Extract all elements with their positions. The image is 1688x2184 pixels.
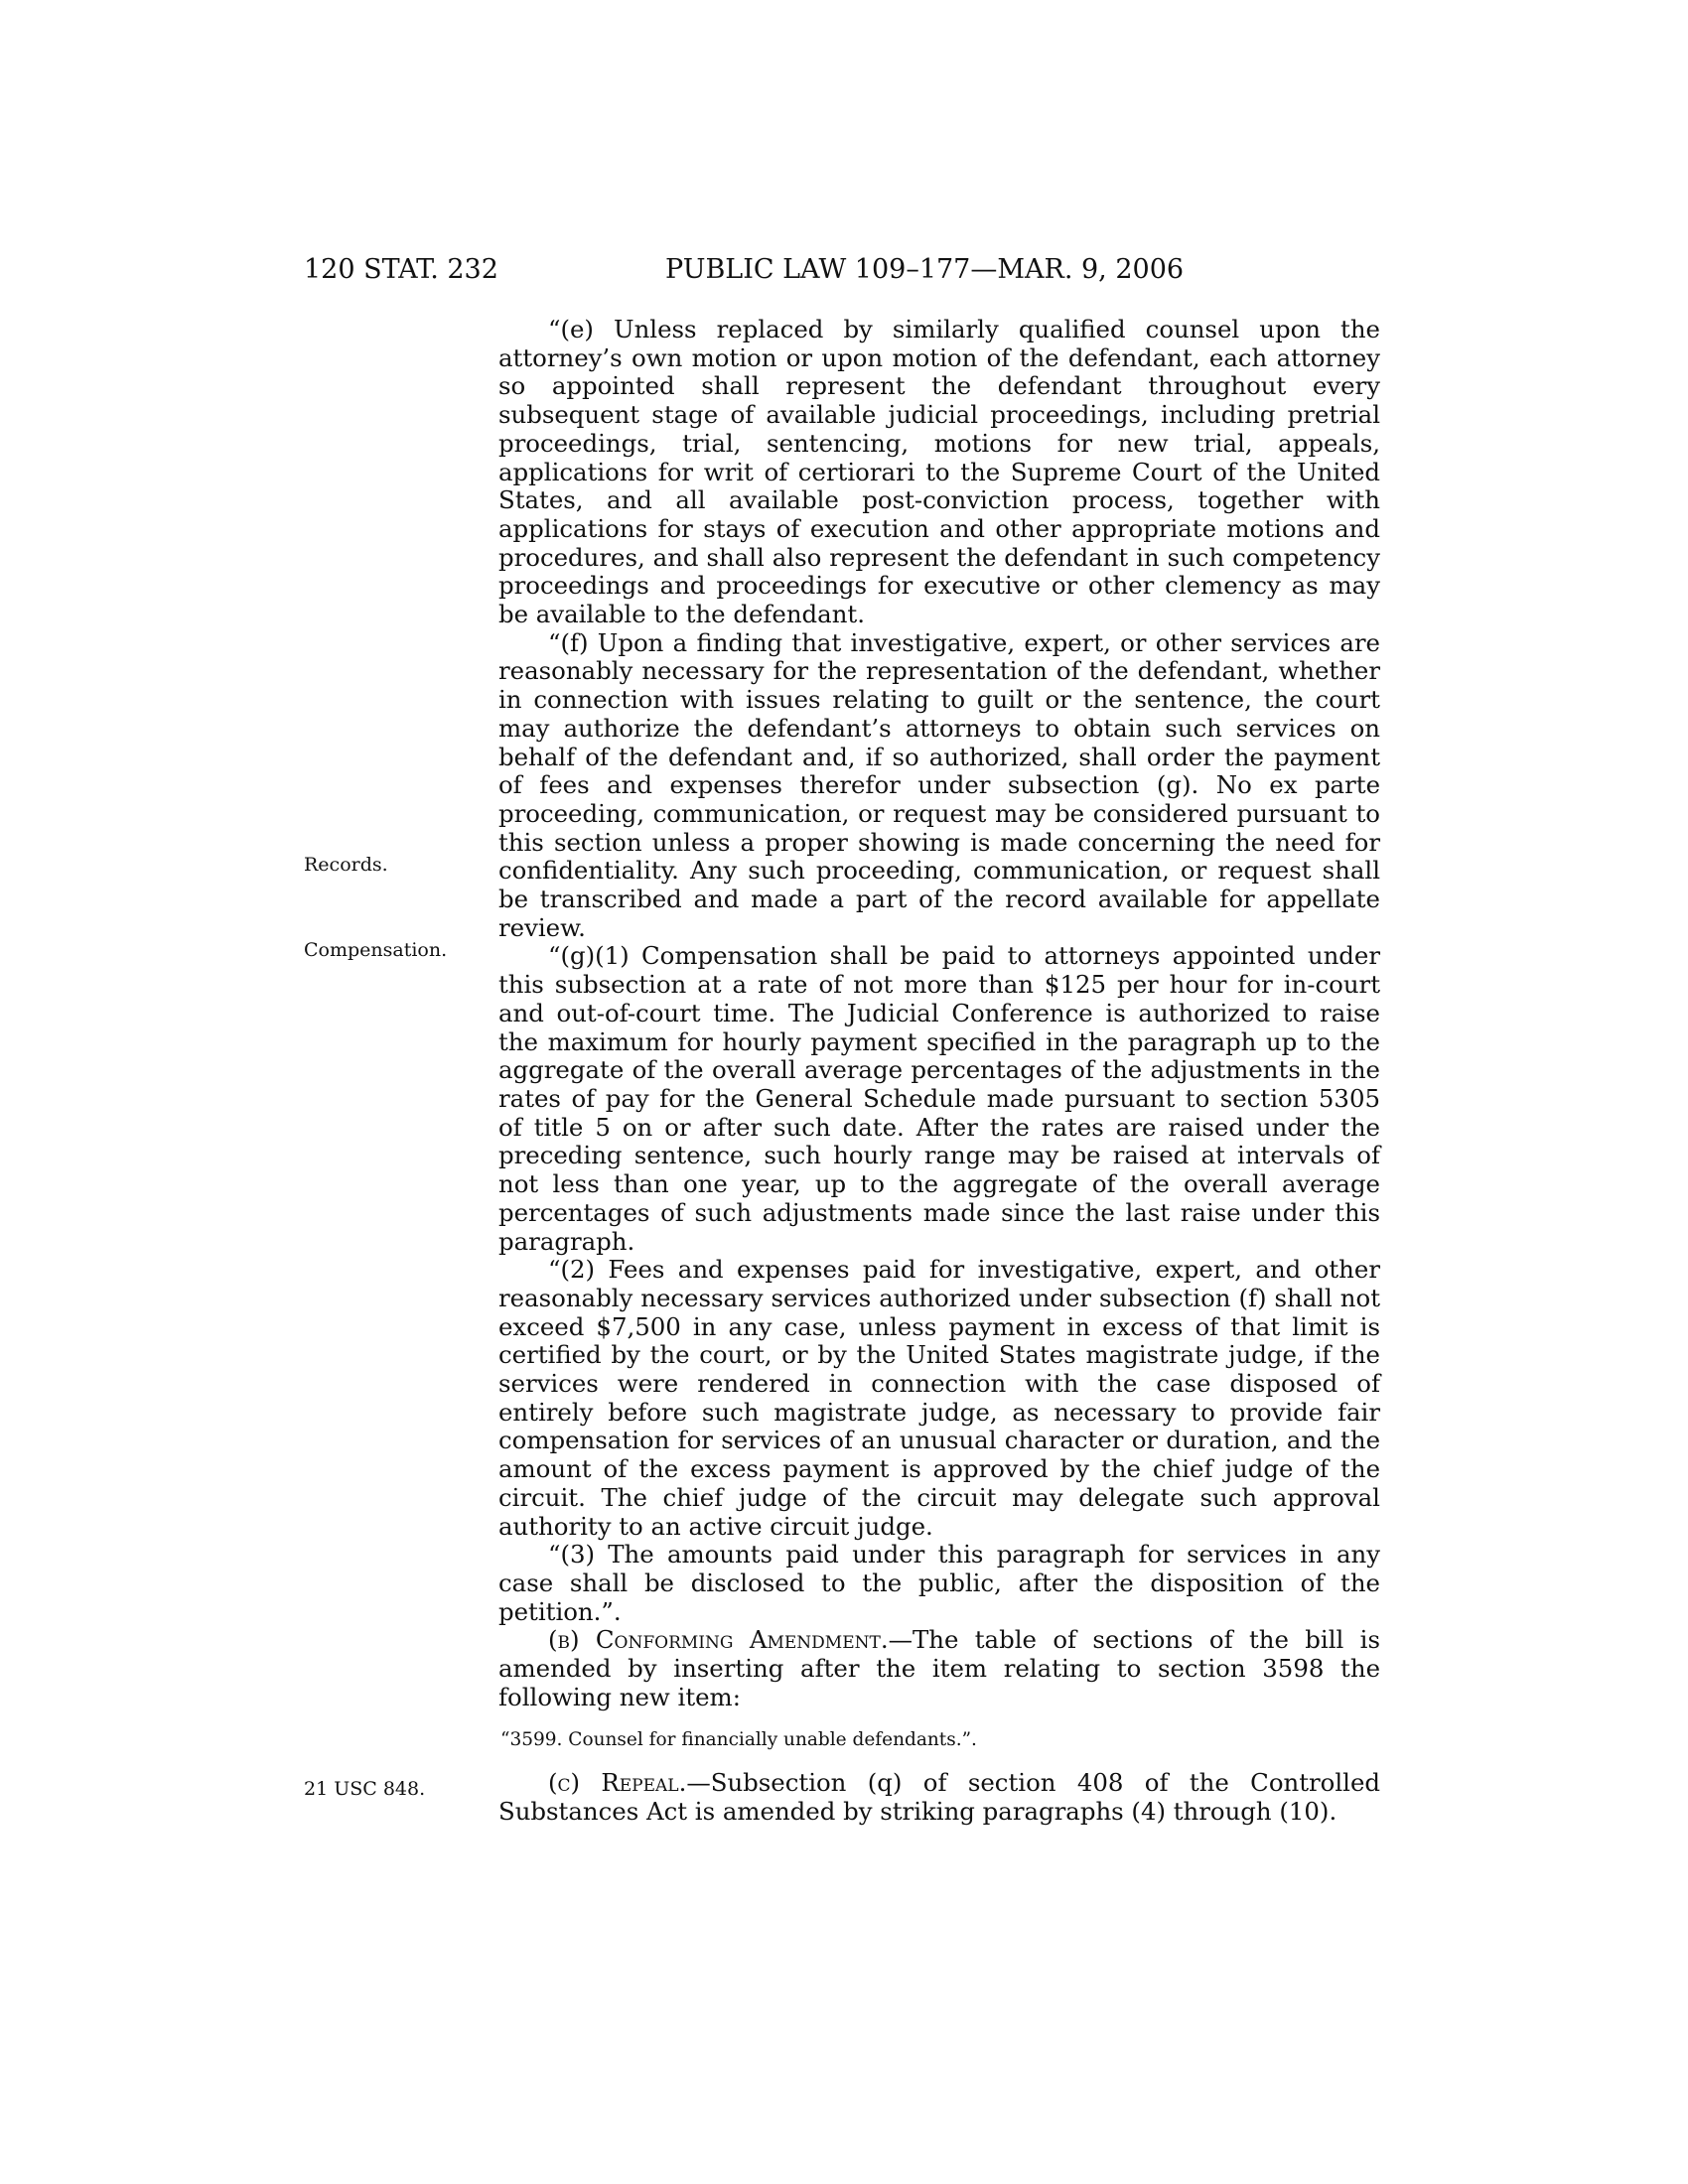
margin-note-compensation: Compensation.	[304, 939, 448, 961]
paragraph-g2: “(2) Fees and expenses paid for investigative, expert, and other reasonably necessary services authorized under subsection (f) shall not exceed $7,500 in any case, unless payment in excess of that limit is certified by the court, or by the United States magistrate judge, if the services were rendered in connection with the case disposed of entirely before such magistrate judge, as necessary to provide fair compensation for services of an unusual character or duration, and the amount of the excess payment is approved by the chief judge of the circuit. The chief judge of the circuit may delegate such approval authority to an active circuit judge.	[498, 1255, 1380, 1541]
subsection-c-text: —Subsection (q) of section 408 of the Controlled Substances Act is amended by striking paragraphs (4) through (10).	[498, 1768, 1381, 1827]
document-body	[498, 316, 1380, 1827]
subsection-b-text: —The table of sections of the bill is amended by inserting after the item relating to section 3598 the following new item:	[498, 1625, 1380, 1711]
paragraph-b	[498, 1626, 1380, 1711]
subsection-c-heading: (c) Repeal.	[548, 1768, 687, 1798]
paragraph-c	[498, 1769, 1380, 1826]
public-law-title: PUBLIC LAW 109–177—MAR. 9, 2006	[665, 254, 1185, 285]
paragraph-g1: “(g)(1) Compensation shall be paid to attorneys appointed under this subsection at a rate of not more than $125 per hour for in-court and out-of-court time. The Judicial Conference is authorized to raise the maximum for hourly payment specified in the paragraph up to the aggregate of the overall average percentages of the adjustments in the rates of pay for the General Schedule made pursuant to section 5305 of title 5 on or after such date. After the rates are raised under the preceding sentence, such hourly range may be raised at intervals of not less than one year, up to the aggregate of the overall average percentages of such adjustments made since the last raise under this paragraph.	[498, 941, 1380, 1256]
margin-note-usc: 21 USC 848.	[304, 1778, 426, 1800]
paragraph-g3: “(3) The amounts paid under this paragraph for services in any case shall be disclosed to the public, after the disposition of the petition.”.	[498, 1540, 1380, 1626]
statute-page-number: 120 STAT. 232	[304, 254, 498, 285]
table-of-sections-item: “3599. Counsel for financially unable defendants.”.	[500, 1729, 977, 1751]
paragraph-f: “(f) Upon a finding that investigative, expert, or other services are reasonably necessary for the representation of the defendant, whether in connection with issues relating to guilt or the sentence, the court may authorize the defendant’s attorneys to obtain such services on behalf of the defendant and, if so authorized, shall order the payment of fees and expenses therefor under subsection (g). No ex parte proceeding, communication, or request may be considered pursuant to this section unless a proper showing is made concerning the need for confidentiality. Any such proceeding, communication, or request shall be transcribed and made a part of the record available for appellate review.	[498, 627, 1380, 942]
paragraph-e: “(e) Unless replaced by similarly qualified counsel upon the attorney’s own motion or upon motion of the defendant, each attorney so appointed shall represent the defendant throughout every subsequent stage of available judicial proceedings, including pretrial proceedings, trial, sentencing, motions for new trial, appeals, applications for writ of certiorari to the Supreme Court of the United States, and all available post-conviction process, together with applications for stays of execution and other appropriate motions and procedures, and shall also represent the defendant in such competency proceedings and proceedings for executive or other clemency as may be available to the defendant.	[498, 315, 1380, 629]
margin-note-records: Records.	[304, 854, 388, 876]
page-header	[0, 250, 1688, 290]
subsection-b-heading: (b) Conforming Amendment.	[548, 1625, 889, 1655]
